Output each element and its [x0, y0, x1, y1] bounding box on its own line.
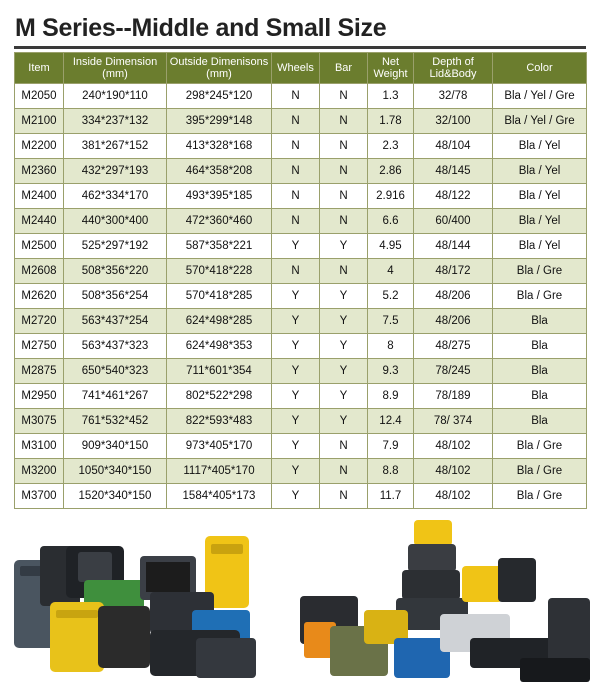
cell-bar: N: [320, 109, 368, 134]
cell-inside: 240*190*110: [64, 84, 167, 109]
cell-wheels: N: [272, 184, 320, 209]
cell-wheels: Y: [272, 359, 320, 384]
cell-outside: 1117*405*170: [167, 459, 272, 484]
table-row: [15, 309, 587, 334]
cell-weight: 9.3: [368, 359, 414, 384]
cell-wheels: N: [272, 209, 320, 234]
table-row: [15, 209, 587, 234]
cell-item: M3075: [15, 409, 64, 434]
cell-outside: 1584*405*173: [167, 484, 272, 509]
cell-bar: N: [320, 259, 368, 284]
cell-inside: 462*334*170: [64, 184, 167, 209]
cell-inside: 334*237*132: [64, 109, 167, 134]
cell-item: M3100: [15, 434, 64, 459]
cell-depth: 78/ 374: [414, 409, 493, 434]
cell-outside: 570*418*228: [167, 259, 272, 284]
cell-item: M2440: [15, 209, 64, 234]
table-body: [15, 84, 587, 509]
cell-outside: 624*498*285: [167, 309, 272, 334]
cell-inside: 381*267*152: [64, 134, 167, 159]
cell-wheels: Y: [272, 409, 320, 434]
cell-inside: 440*300*400: [64, 209, 167, 234]
cell-weight: 1.3: [368, 84, 414, 109]
cell-color: Bla / Yel: [493, 209, 587, 234]
page-title: M Series--Middle and Small Size: [15, 14, 387, 42]
header-net-weight: Net Weight: [368, 53, 414, 84]
cell-outside: 298*245*120: [167, 84, 272, 109]
cell-item: M2875: [15, 359, 64, 384]
cell-depth: 78/245: [414, 359, 493, 384]
cell-outside: 711*601*354: [167, 359, 272, 384]
cell-wheels: N: [272, 259, 320, 284]
table-row: [15, 459, 587, 484]
table-row: [15, 184, 587, 209]
cell-outside: 493*395*185: [167, 184, 272, 209]
cell-weight: 4: [368, 259, 414, 284]
cell-bar: Y: [320, 284, 368, 309]
header-color: Color: [493, 53, 587, 84]
cell-weight: 2.916: [368, 184, 414, 209]
cell-wheels: N: [272, 159, 320, 184]
cell-weight: 5.2: [368, 284, 414, 309]
cell-bar: Y: [320, 384, 368, 409]
cell-outside: 464*358*208: [167, 159, 272, 184]
cell-outside: 802*522*298: [167, 384, 272, 409]
cell-weight: 7.5: [368, 309, 414, 334]
cell-bar: N: [320, 434, 368, 459]
cell-depth: 48/206: [414, 284, 493, 309]
table-row: [15, 359, 587, 384]
cell-color: Bla: [493, 309, 587, 334]
cell-inside: 1050*340*150: [64, 459, 167, 484]
cell-color: Bla / Gre: [493, 284, 587, 309]
cell-inside: 432*297*193: [64, 159, 167, 184]
cell-item: M2608: [15, 259, 64, 284]
cell-item: M2720: [15, 309, 64, 334]
cell-weight: 8: [368, 334, 414, 359]
cell-item: M2360: [15, 159, 64, 184]
cell-color: Bla / Yel / Gre: [493, 109, 587, 134]
cell-item: M3700: [15, 484, 64, 509]
table-header-row: [15, 53, 587, 84]
cell-depth: 48/122: [414, 184, 493, 209]
cell-depth: 32/78: [414, 84, 493, 109]
cell-color: Bla / Gre: [493, 259, 587, 284]
cell-wheels: Y: [272, 484, 320, 509]
cell-weight: 2.3: [368, 134, 414, 159]
cell-depth: 48/172: [414, 259, 493, 284]
cell-color: Bla / Yel: [493, 134, 587, 159]
cell-depth: 32/100: [414, 109, 493, 134]
cell-wheels: N: [272, 134, 320, 159]
cell-inside: 508*356*220: [64, 259, 167, 284]
cell-bar: N: [320, 209, 368, 234]
cell-wheels: Y: [272, 384, 320, 409]
cell-bar: Y: [320, 334, 368, 359]
cell-inside: 563*437*254: [64, 309, 167, 334]
cell-depth: 48/104: [414, 134, 493, 159]
cell-weight: 1.78: [368, 109, 414, 134]
cell-item: M2950: [15, 384, 64, 409]
cell-depth: 48/144: [414, 234, 493, 259]
cell-inside: 650*540*323: [64, 359, 167, 384]
table-row: [15, 384, 587, 409]
spec-table: [14, 52, 587, 509]
cell-outside: 413*328*168: [167, 134, 272, 159]
cell-weight: 6.6: [368, 209, 414, 234]
cell-item: M2750: [15, 334, 64, 359]
header-item: Item: [15, 53, 64, 84]
cell-depth: 60/400: [414, 209, 493, 234]
cell-depth: 78/189: [414, 384, 493, 409]
header-bar: Bar: [320, 53, 368, 84]
header-wheels: Wheels: [272, 53, 320, 84]
cell-inside: 761*532*452: [64, 409, 167, 434]
table-row: [15, 484, 587, 509]
cell-bar: N: [320, 484, 368, 509]
cell-weight: 11.7: [368, 484, 414, 509]
cell-weight: 12.4: [368, 409, 414, 434]
cell-weight: 8.9: [368, 384, 414, 409]
table-row: [15, 109, 587, 134]
cell-color: Bla / Gre: [493, 484, 587, 509]
cell-bar: N: [320, 459, 368, 484]
cell-inside: 563*437*323: [64, 334, 167, 359]
cell-item: M2100: [15, 109, 64, 134]
cell-depth: 48/145: [414, 159, 493, 184]
cell-depth: 48/102: [414, 434, 493, 459]
cell-inside: 1520*340*150: [64, 484, 167, 509]
cell-weight: 8.8: [368, 459, 414, 484]
cell-depth: 48/275: [414, 334, 493, 359]
cell-item: M3200: [15, 459, 64, 484]
table-row: [15, 84, 587, 109]
cell-color: Bla / Yel: [493, 184, 587, 209]
cell-color: Bla / Gre: [493, 459, 587, 484]
cell-wheels: Y: [272, 459, 320, 484]
cell-color: Bla / Yel: [493, 234, 587, 259]
cell-item: M2620: [15, 284, 64, 309]
cell-item: M2500: [15, 234, 64, 259]
cell-weight: 4.95: [368, 234, 414, 259]
cell-wheels: Y: [272, 284, 320, 309]
table-row: [15, 134, 587, 159]
cell-bar: Y: [320, 309, 368, 334]
table-row: [15, 234, 587, 259]
table-row: [15, 334, 587, 359]
cell-depth: 48/206: [414, 309, 493, 334]
cell-outside: 570*418*285: [167, 284, 272, 309]
cell-bar: N: [320, 134, 368, 159]
cell-wheels: N: [272, 109, 320, 134]
cell-wheels: N: [272, 84, 320, 109]
case-group-right-image: [300, 520, 590, 682]
case-group-left-image: [14, 536, 256, 678]
product-photo: [0, 518, 600, 689]
cell-wheels: Y: [272, 334, 320, 359]
cell-wheels: Y: [272, 434, 320, 459]
cell-depth: 48/102: [414, 484, 493, 509]
cell-item: M2400: [15, 184, 64, 209]
cell-color: Bla: [493, 359, 587, 384]
cell-inside: 741*461*267: [64, 384, 167, 409]
cell-inside: 909*340*150: [64, 434, 167, 459]
table-row: [15, 409, 587, 434]
cell-outside: 395*299*148: [167, 109, 272, 134]
cell-inside: 508*356*254: [64, 284, 167, 309]
cell-color: Bla / Yel / Gre: [493, 84, 587, 109]
header-inside-dimension: Inside Dimension (mm): [64, 53, 167, 84]
cell-wheels: Y: [272, 309, 320, 334]
cell-bar: Y: [320, 409, 368, 434]
cell-outside: 822*593*483: [167, 409, 272, 434]
table-row: [15, 159, 587, 184]
title-underline: [14, 46, 586, 49]
cell-color: Bla: [493, 409, 587, 434]
cell-bar: N: [320, 159, 368, 184]
cell-inside: 525*297*192: [64, 234, 167, 259]
cell-outside: 587*358*221: [167, 234, 272, 259]
table-row: [15, 259, 587, 284]
cell-color: Bla / Gre: [493, 434, 587, 459]
cell-item: M2200: [15, 134, 64, 159]
cell-wheels: Y: [272, 234, 320, 259]
cell-item: M2050: [15, 84, 64, 109]
cell-bar: N: [320, 184, 368, 209]
header-depth: Depth of Lid&Body: [414, 53, 493, 84]
cell-weight: 7.9: [368, 434, 414, 459]
table-row: [15, 434, 587, 459]
cell-bar: Y: [320, 234, 368, 259]
table-row: [15, 284, 587, 309]
cell-weight: 2.86: [368, 159, 414, 184]
cell-color: Bla: [493, 334, 587, 359]
cell-color: Bla / Yel: [493, 159, 587, 184]
cell-bar: N: [320, 84, 368, 109]
cell-outside: 624*498*353: [167, 334, 272, 359]
cell-depth: 48/102: [414, 459, 493, 484]
cell-bar: Y: [320, 359, 368, 384]
header-outside-dimension: Outside Dimenisons (mm): [167, 53, 272, 84]
cell-outside: 472*360*460: [167, 209, 272, 234]
cell-color: Bla: [493, 384, 587, 409]
cell-outside: 973*405*170: [167, 434, 272, 459]
